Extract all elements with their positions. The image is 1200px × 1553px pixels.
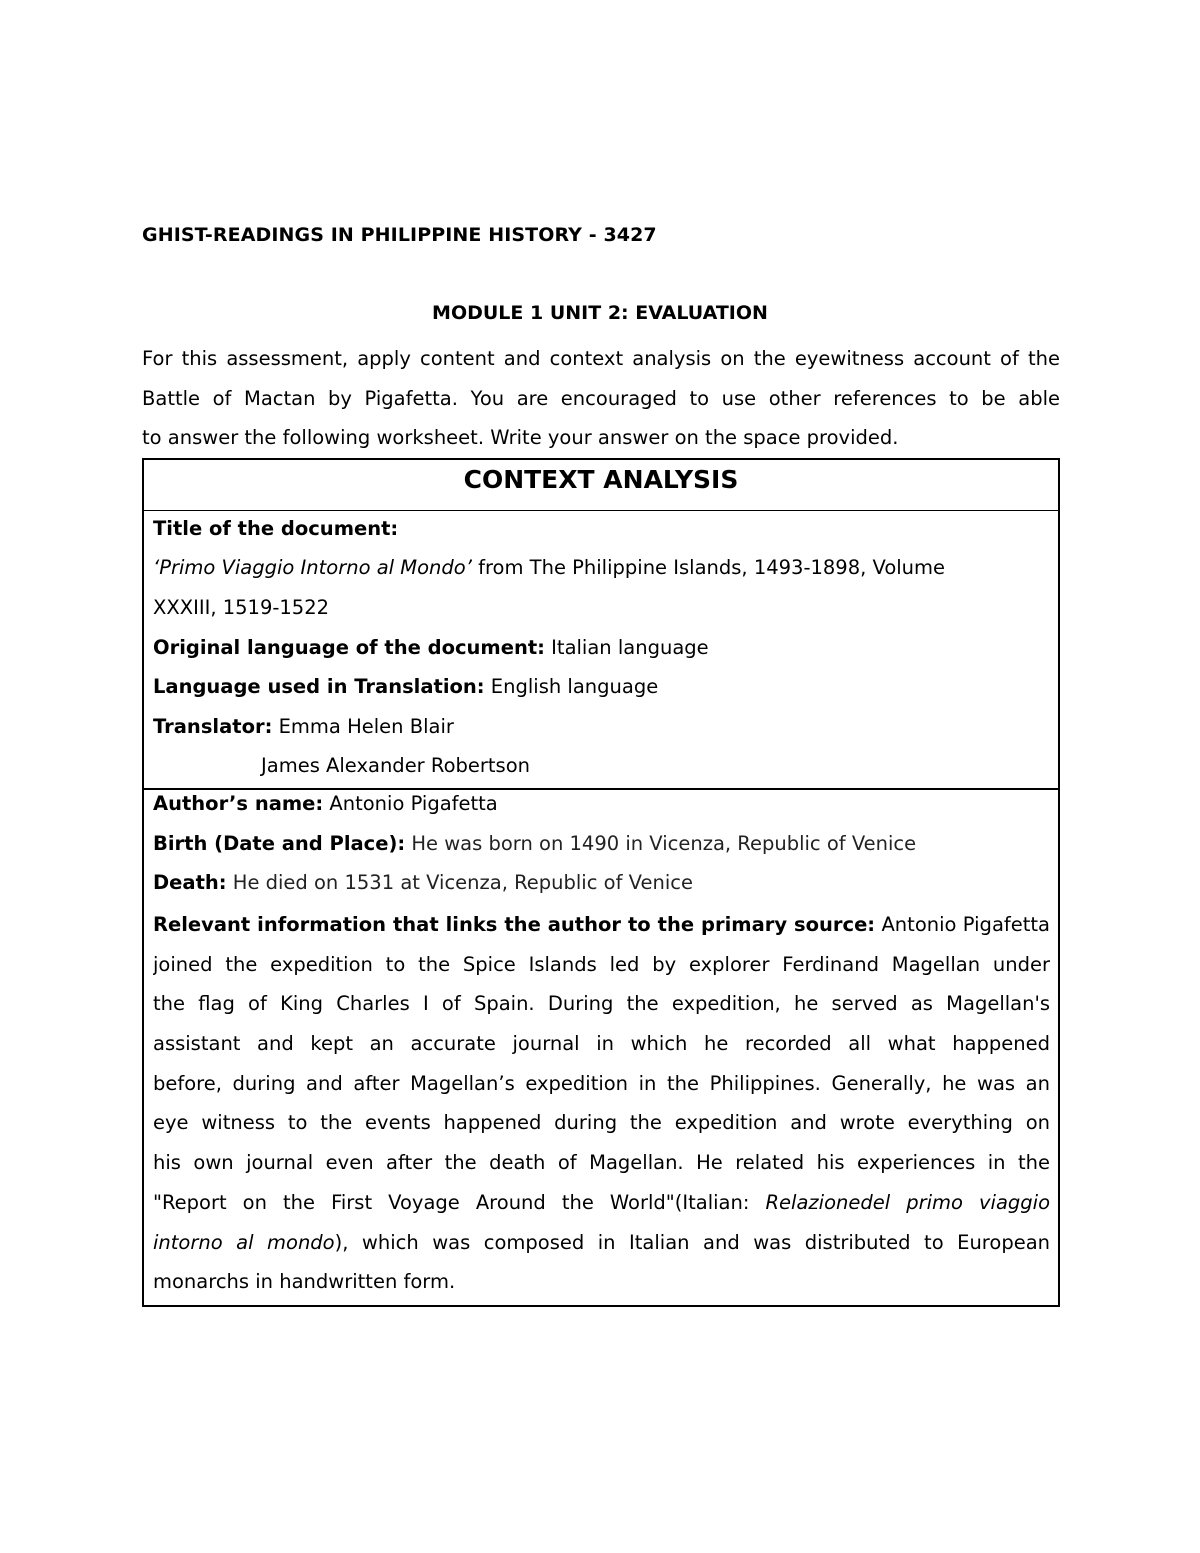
relevant-info-label: Relevant information that links the author to the primary source: bbox=[153, 913, 876, 936]
instructions-paragraph bbox=[142, 339, 1060, 458]
relevant-info-paragraph bbox=[153, 905, 1050, 1302]
document-info-cell bbox=[144, 511, 1058, 790]
title-value-row bbox=[153, 556, 945, 579]
title-value-row-2 bbox=[153, 596, 329, 619]
birth-label: Birth (Date and Place): bbox=[153, 832, 406, 855]
birth-row bbox=[153, 832, 916, 855]
paragraph-line: eye witness to the events happened during the expedition and wrote everything on bbox=[153, 1111, 1050, 1135]
author-name-label: Author’s name: bbox=[153, 792, 324, 815]
paragraph-line bbox=[153, 905, 1050, 945]
paragraph-line: monarchs in handwritten form. bbox=[153, 1270, 456, 1294]
paragraph-line: his own journal even after the death of Magellan. He related his experiences in the bbox=[153, 1151, 1050, 1175]
paragraph-line: joined the expedition to the Spice Islands led by explorer Ferdinand Magellan under bbox=[153, 952, 1050, 976]
table-heading: CONTEXT ANALYSIS bbox=[144, 460, 1058, 511]
italian-title-italic: intorno al mondo bbox=[153, 1230, 335, 1254]
translation-language-row bbox=[153, 675, 658, 698]
translator-1: Emma Helen Blair bbox=[272, 715, 454, 738]
module-title: MODULE 1 UNIT 2: EVALUATION bbox=[432, 302, 768, 324]
course-title: GHIST-READINGS IN PHILIPPINE HISTORY - 3427 bbox=[142, 224, 657, 246]
context-analysis-table bbox=[142, 458, 1060, 1307]
original-language-row bbox=[153, 636, 709, 659]
death-value: He died on 1531 at Vicenza, Republic of Venice bbox=[226, 871, 693, 894]
author-name-row bbox=[153, 792, 498, 815]
paragraph-line bbox=[153, 1223, 1050, 1263]
document-title-volume: XXXIII, 1519-1522 bbox=[153, 596, 330, 619]
death-row bbox=[153, 871, 693, 894]
paragraph-line: the flag of King Charles I of Spain. During the expedition, he served as Magellan's bbox=[153, 992, 1050, 1016]
relevant-line-text: "Report on the First Voyage Around the World"(Italian: bbox=[153, 1190, 766, 1214]
birth-value: He was born on 1490 in Vicenza, Republic of Venice bbox=[405, 832, 917, 855]
title-label-row bbox=[153, 517, 398, 540]
translator-row-2 bbox=[261, 754, 530, 777]
relevant-line-text: Antonio Pigafetta bbox=[875, 913, 1050, 936]
translator-row bbox=[153, 715, 454, 738]
translation-language-value: English language bbox=[484, 675, 659, 698]
paragraph-line bbox=[153, 1183, 1050, 1223]
translation-language-label: Language used in Translation: bbox=[153, 675, 485, 698]
paragraph-line: before, during and after Magellan’s expedition in the Philippines. Generally, he was an bbox=[153, 1071, 1050, 1095]
original-language-value: Italian language bbox=[544, 636, 709, 659]
title-label: Title of the document: bbox=[153, 517, 399, 540]
document-title-source: from The Philippine Islands, 1493-1898, Volume bbox=[471, 556, 946, 579]
author-name-value: Antonio Pigafetta bbox=[323, 792, 498, 815]
relevant-line-text: ), which was composed in Italian and was distributed to European bbox=[334, 1230, 1050, 1254]
author-info-cell bbox=[144, 790, 1058, 1305]
translator-label: Translator: bbox=[153, 715, 273, 738]
translator-2: James Alexander Robertson bbox=[261, 754, 530, 777]
document-title-italic: ‘Primo Viaggio Intorno al Mondo’ bbox=[153, 556, 472, 579]
death-label: Death: bbox=[153, 871, 227, 894]
instructions-line: to answer the following worksheet. Write your answer on the space provided. bbox=[142, 426, 899, 450]
paragraph-line: assistant and kept an accurate journal in which he recorded all what happened bbox=[153, 1032, 1050, 1056]
instructions-line: For this assessment, apply content and context analysis on the eyewitness account of the bbox=[142, 347, 1060, 370]
italian-title-italic: Relazionedel primo viaggio bbox=[765, 1190, 1050, 1214]
instructions-line: Battle of Mactan by Pigafetta. You are encouraged to use other references to be able bbox=[142, 386, 1060, 410]
original-language-label: Original language of the document: bbox=[153, 636, 545, 659]
